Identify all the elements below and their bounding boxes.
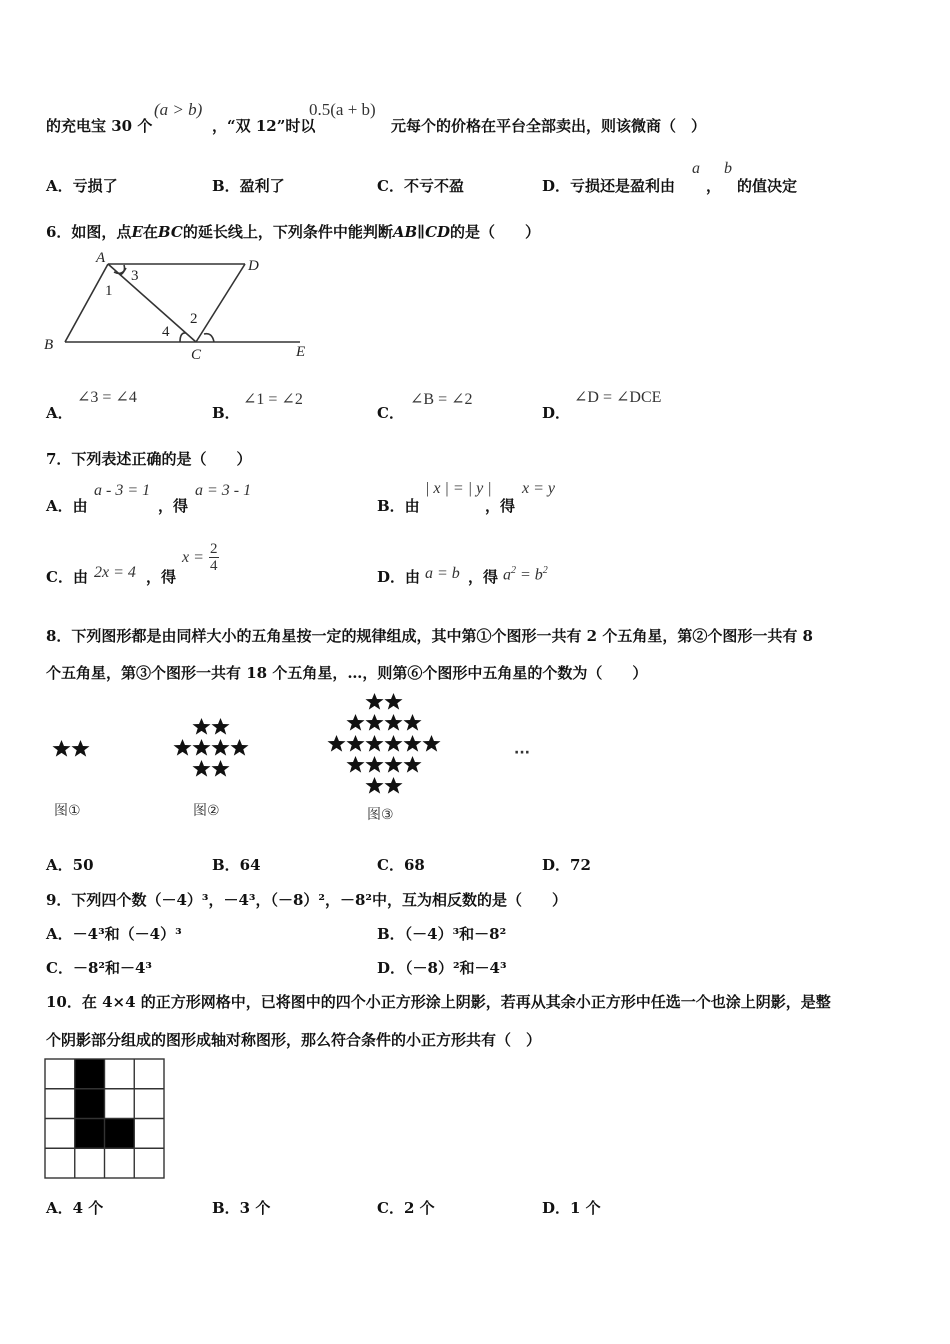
star-icon <box>71 739 90 758</box>
q10-stem-line1: 10．在 4×4 的正方形网格中，已将图中的四个小正方形涂上阴影，若再从其余小正方形中任选一个也涂上阴影，是整 <box>46 993 831 1011</box>
q7-c-fraction <box>209 541 219 574</box>
q6-stem-2: 在 <box>142 223 158 241</box>
star-icon <box>211 759 230 778</box>
q10-stem-line2: 个阴影部分组成的图形成轴对称图形，那么符合条件的小正方形共有（ ） <box>46 1031 542 1049</box>
q9-stem: 9．下列四个数（－4）³，－4³，（－8）²，－8²中，互为相反数的是（ ） <box>46 891 567 909</box>
q6-option-a[interactable]: A． <box>46 404 73 422</box>
star-icon <box>384 692 403 711</box>
label-b: B <box>44 337 54 353</box>
q6-stem-3: 的延长线上，下列条件中能判断 <box>182 223 393 241</box>
label-angle-3: 3 <box>131 268 139 284</box>
q8-continuation-dots: ··· <box>514 745 530 761</box>
q7-b-expr2: x = y <box>522 480 555 497</box>
q5-option-a[interactable]: A．亏损了 <box>46 177 118 195</box>
q6-option-d-expr: ∠D = ∠DCE <box>574 389 662 406</box>
shaded-cell <box>75 1089 105 1119</box>
q7-a-expr1: a - 3 = 1 <box>94 482 151 499</box>
label-angle-1: 1 <box>105 283 113 299</box>
star-icon <box>422 734 441 753</box>
q8-fig2-row1 <box>192 717 230 736</box>
q6-geometry-figure <box>40 248 330 364</box>
q8-fig3-row1 <box>365 692 403 711</box>
q7-option-c[interactable]: C．由 <box>46 568 88 586</box>
q7-c-den: 4 <box>210 558 218 574</box>
q5-option-d-pre: D．亏损还是盈利由 <box>542 177 676 195</box>
q8-fig3-row4 <box>346 755 422 774</box>
arc-angle-4 <box>180 333 186 342</box>
star-icon <box>403 734 422 753</box>
label-a: A <box>96 250 106 266</box>
star-icon <box>365 734 384 753</box>
shaded-cell <box>105 1119 135 1149</box>
q7-d-sup2: 2 <box>542 565 548 576</box>
q9-option-c[interactable]: C．－8²和－4³ <box>46 959 152 977</box>
star-icon <box>384 713 403 732</box>
shaded-cell <box>75 1119 105 1149</box>
label-d: D <box>248 258 259 274</box>
q6-stem-4: 的是（ ） <box>450 223 541 241</box>
q7-c-x: x = <box>182 549 204 566</box>
star-icon <box>384 734 403 753</box>
q10-option-d[interactable]: D．1 个 <box>542 1199 601 1217</box>
star-icon <box>211 738 230 757</box>
q10-option-a[interactable]: A．4 个 <box>46 1199 104 1217</box>
q7-d-b: = b <box>516 566 543 584</box>
q8-option-c[interactable]: C．68 <box>377 856 425 874</box>
q6-option-a-expr: ∠3 = ∠4 <box>77 389 137 406</box>
star-icon <box>365 713 384 732</box>
q7-stem: 7．下列表述正确的是（ ） <box>46 450 252 468</box>
q6-parallel: AB∥CD <box>392 223 451 241</box>
q6-stem <box>46 221 540 242</box>
q7-a-expr2: a = 3 - 1 <box>195 482 252 499</box>
star-icon <box>346 734 365 753</box>
q6-option-d[interactable]: D． <box>542 404 571 422</box>
q6-option-c-expr: ∠B = ∠2 <box>410 391 473 408</box>
star-icon <box>403 755 422 774</box>
q5-text-a: 的充电宝 30 个 <box>46 117 153 135</box>
q9-option-b[interactable]: B．（－4）³和－8² <box>377 925 507 943</box>
star-icon <box>192 759 211 778</box>
q7-option-b[interactable]: B．由 <box>377 497 420 515</box>
star-icon <box>230 738 249 757</box>
q6-option-c[interactable]: C． <box>377 404 404 422</box>
q8-stem-line2: 个五角星，第③个图形一共有 18 个五角星，…，则第⑥个图形中五角星的个数为（ ） <box>46 664 648 682</box>
q8-fig3-row3 <box>327 734 441 753</box>
q8-fig3-label: 图③ <box>367 807 394 823</box>
star-icon <box>365 692 384 711</box>
q7-c-mid: ，得 <box>146 568 177 586</box>
q7-d-expr1: a = b <box>425 565 460 582</box>
q7-c-num: 2 <box>210 541 218 557</box>
q7-d-a: a <box>503 566 511 584</box>
q5-line <box>46 115 152 136</box>
q8-fig1-row <box>52 739 90 758</box>
label-angle-4: 4 <box>162 324 170 340</box>
q8-fig3-row5 <box>365 776 403 795</box>
shaded-cell <box>75 1059 105 1089</box>
star-icon <box>211 717 230 736</box>
q7-option-a[interactable]: A．由 <box>46 497 88 515</box>
q8-fig2-label: 图② <box>193 803 220 819</box>
q5-text-b: ，“双 12”时以 <box>212 117 316 135</box>
label-angle-2: 2 <box>190 311 198 327</box>
q5-option-c[interactable]: C．不亏不盈 <box>377 177 464 195</box>
q5-var-b: b <box>724 160 732 177</box>
star-icon <box>403 713 422 732</box>
star-icon <box>192 738 211 757</box>
arc-angle-2 <box>204 334 214 342</box>
q6-stem-1: 6．如图，点 <box>46 223 132 241</box>
q8-fig3-row2 <box>346 713 422 732</box>
q7-d-mid: ，得 <box>468 568 499 586</box>
star-icon <box>173 738 192 757</box>
q5-option-d-post: 的值决定 <box>737 177 798 195</box>
q5-condition: (a > b) <box>154 100 203 119</box>
star-icon <box>192 717 211 736</box>
q6-point-e: E <box>131 223 143 241</box>
q10-option-b[interactable]: B．3 个 <box>212 1199 271 1217</box>
q6-seg-bc: BC <box>157 223 183 241</box>
q10-option-c[interactable]: C．2 个 <box>377 1199 435 1217</box>
star-icon <box>346 713 365 732</box>
star-icon <box>327 734 346 753</box>
q5-var-a: a <box>692 160 700 177</box>
q8-fig2-row3 <box>192 759 230 778</box>
q5-price: 0.5(a + b) <box>309 100 376 119</box>
line-cd <box>196 264 245 342</box>
q7-a-mid: ，得 <box>158 497 189 515</box>
q5-option-d[interactable] <box>542 175 675 196</box>
q7-d-expr2 <box>503 565 548 584</box>
q7-c-expr2 <box>182 541 219 574</box>
q9-option-d[interactable]: D．（－8）²和－4³ <box>377 959 507 977</box>
q7-d-sup1: 2 <box>511 565 516 576</box>
line-ab <box>65 264 108 342</box>
star-icon <box>346 755 365 774</box>
q5-text-c: 元每个的价格在平台全部卖出，则该微商（ ） <box>391 117 707 135</box>
q6-option-b-expr: ∠1 = ∠2 <box>243 391 303 408</box>
q10-grid <box>44 1058 166 1180</box>
star-icon <box>365 755 384 774</box>
q5-sep: ， <box>706 177 722 195</box>
q7-option-d[interactable]: D．由 <box>377 568 421 586</box>
label-c: C <box>191 347 202 363</box>
star-icon <box>52 739 71 758</box>
q8-stem-line1: 8．下列图形都是由同样大小的五角星按一定的规律组成，其中第①个图形一共有 2 个五角星，第②个图形一共有 8 <box>46 627 813 645</box>
q7-b-mid: ，得 <box>485 497 516 515</box>
q5-option-b[interactable]: B．盈利了 <box>212 177 285 195</box>
star-icon <box>384 755 403 774</box>
q7-c-expr1: 2x = 4 <box>94 564 136 581</box>
line-ac <box>108 264 196 342</box>
q8-option-a[interactable]: A．50 <box>46 856 94 874</box>
q8-fig1-label: 图① <box>54 803 81 819</box>
q6-option-b[interactable]: B． <box>212 404 240 422</box>
q8-option-d[interactable]: D．72 <box>542 856 591 874</box>
q8-fig2-row2 <box>173 738 249 757</box>
q7-b-expr1: | x | = | y | <box>425 480 492 497</box>
label-e: E <box>296 344 306 360</box>
q8-option-b[interactable]: B．64 <box>212 856 261 874</box>
q9-option-a[interactable]: A．－4³和（－4）³ <box>46 925 182 943</box>
star-icon <box>384 776 403 795</box>
star-icon <box>365 776 384 795</box>
